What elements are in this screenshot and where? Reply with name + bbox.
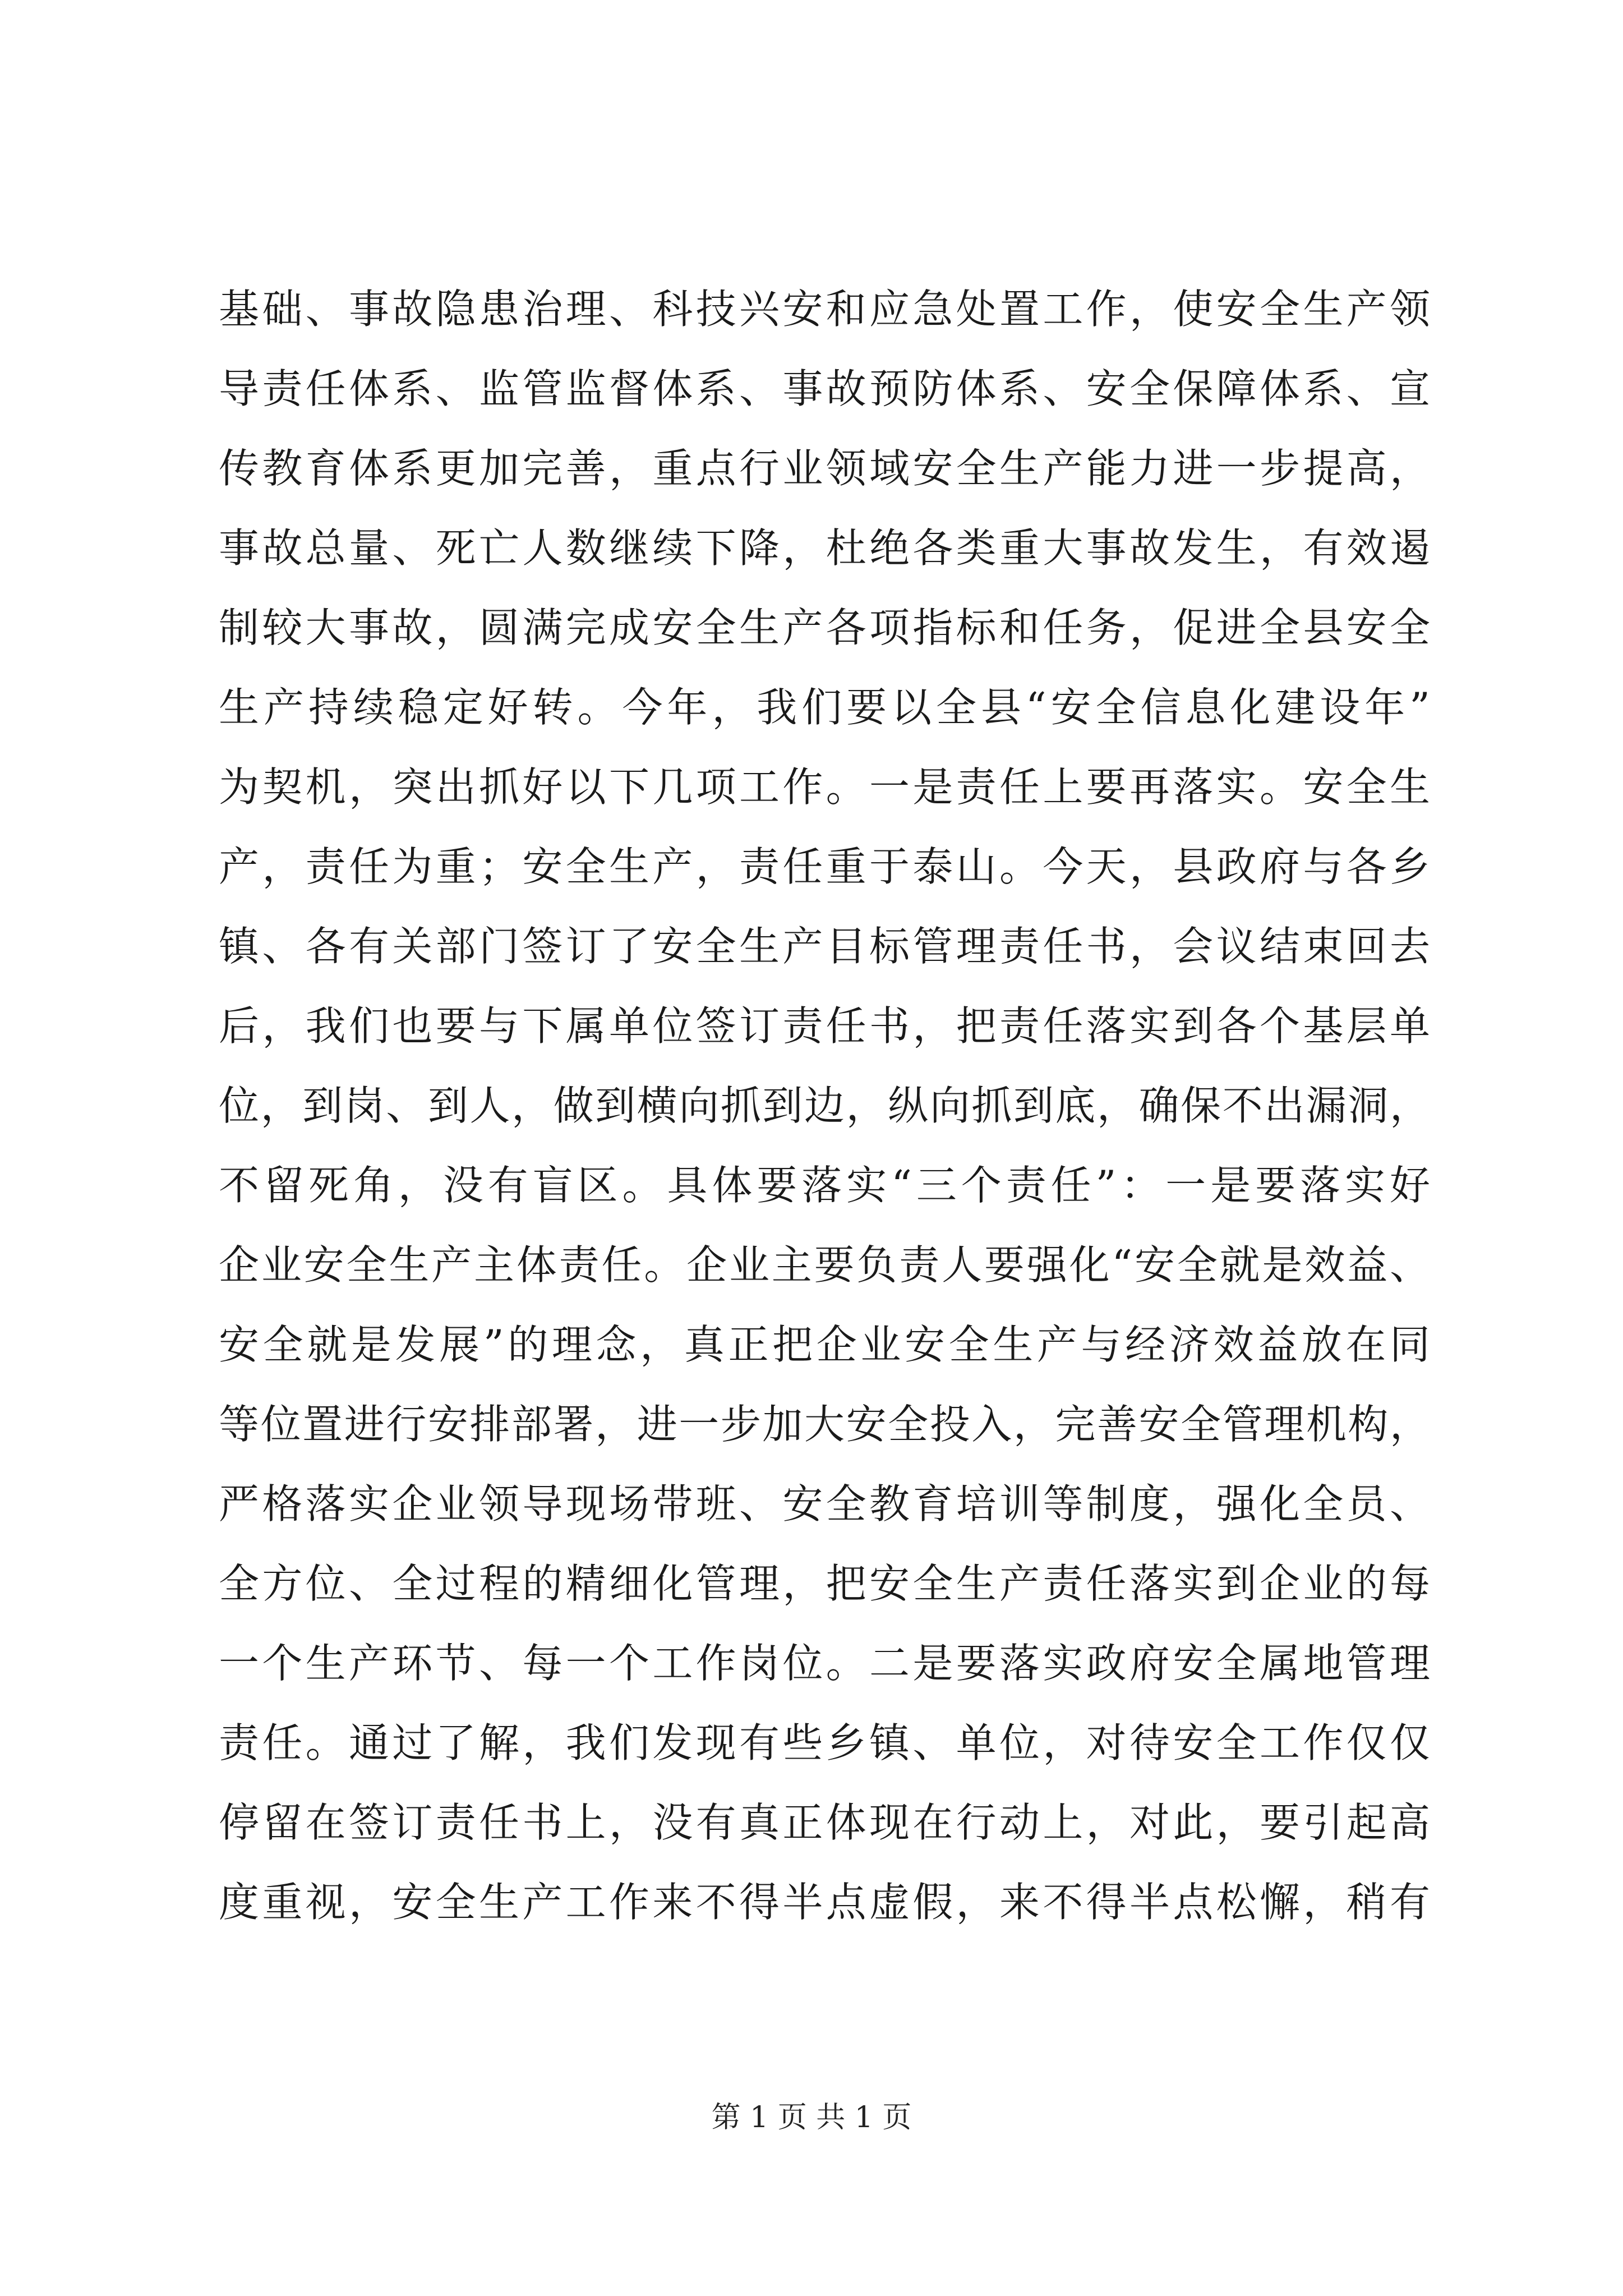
text-line: 等位置进行安排部署，进一步加大安全投入，完善安全管理机构， [219,1401,1430,1448]
text-line: 镇、各有关部门签订了安全生产目标管理责任书，会议结束回去 [219,923,1430,970]
text-line: 导责任体系、监管监督体系、事故预防体系、安全保障体系、宣 [219,365,1430,412]
text-line: 后，我们也要与下属单位签订责任书，把责任落实到各个基层单 [219,1002,1430,1050]
text-line: 事故总量、死亡人数继续下降，杜绝各类重大事故发生，有效遏 [219,524,1430,572]
text-line: 基础、事故隐患治理、科技兴安和应急处置工作，使安全生产领 [219,286,1430,333]
text-line: 不留死角，没有盲区。具体要落实“三个责任”：一是要落实好 [219,1162,1430,1209]
text-line: 产，责任为重；安全生产，责任重于泰山。今天，县政府与各乡 [219,843,1430,890]
text-line: 传教育体系更加完善，重点行业领域安全生产能力进一步提高， [219,445,1430,492]
text-line: 责任。通过了解，我们发现有些乡镇、单位，对待安全工作仅仅 [219,1719,1430,1766]
text-line: 安全就是发展”的理念，真正把企业安全生产与经济效益放在同 [219,1321,1430,1368]
text-line: 企业安全生产主体责任。企业主要负责人要强化“安全就是效益、 [219,1241,1430,1289]
text-line: 位，到岗、到人，做到横向抓到边，纵向抓到底，确保不出漏洞， [219,1082,1430,1129]
text-line: 停留在签订责任书上，没有真正体现在行动上，对此，要引起高 [219,1799,1430,1846]
text-line: 一个生产环节、每一个工作岗位。二是要落实政府安全属地管理 [219,1640,1430,1687]
text-line: 为契机，突出抓好以下几项工作。一是责任上要再落实。安全生 [219,763,1430,811]
text-line: 严格落实企业领导现场带班、安全教育培训等制度，强化全员、 [219,1480,1430,1527]
text-line: 制较大事故，圆满完成安全生产各项指标和任务，促进全县安全 [219,604,1430,651]
text-line: 全方位、全过程的精细化管理，把安全生产责任落实到企业的每 [219,1560,1430,1607]
body-text [219,269,1430,1942]
page-footer: 第 1 页 共 1 页 [711,2101,912,2134]
text-line: 度重视，安全生产工作来不得半点虚假，来不得半点松懈，稍有 [219,1879,1430,1926]
text-line: 生产持续稳定好转。今年，我们要以全县“安全信息化建设年” [219,684,1430,731]
